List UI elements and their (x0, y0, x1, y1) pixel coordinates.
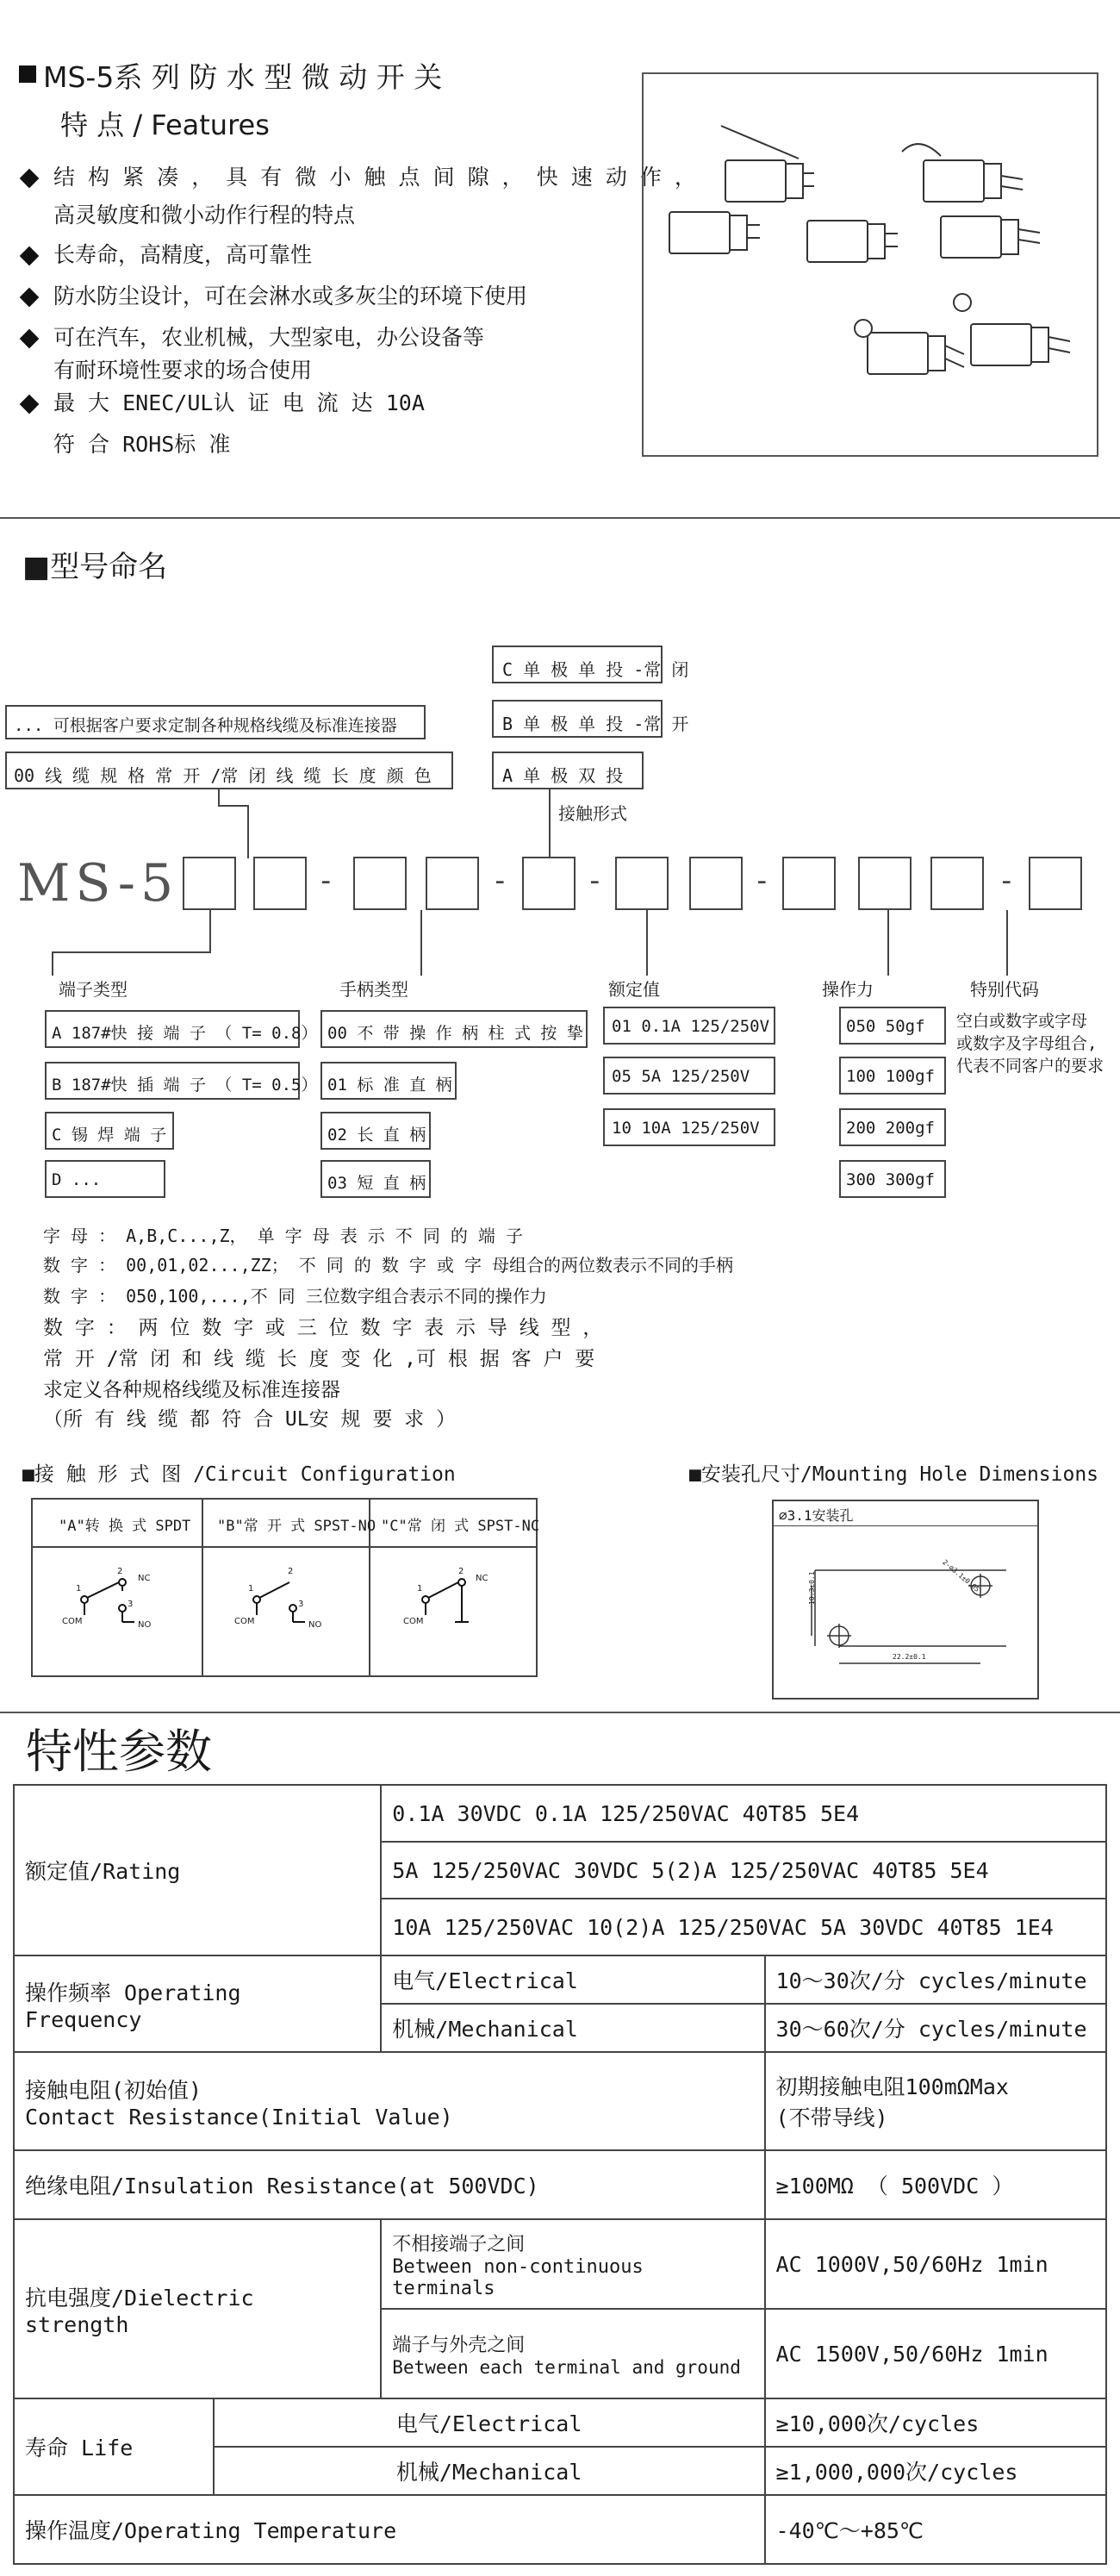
pin-1-a: 1 (76, 1584, 82, 1594)
legend-line-7: （所 有 线 缆 都 符 合 UL安 规 要 求 ） (43, 1408, 457, 1431)
rating-code-slot-2 (689, 857, 743, 910)
title-square-icon (19, 65, 36, 83)
temp-value: -40℃～+85℃ (765, 2495, 1106, 2564)
pin-com-b: COM (234, 1617, 255, 1626)
special-label: 特别代码 (970, 979, 1039, 1000)
legend-line-5: 常 开 /常 闭 和 线 缆 长 度 变 化 ,可 根 据 客 户 要 (43, 1348, 595, 1370)
legend-line-2: 数 字 ： 00,01,02...,ZZ； 不 同 的 数 字 或 字 母组合的两位数表示不同的手柄 (43, 1255, 734, 1276)
terminal-label: 端子类型 (59, 979, 128, 1000)
pin-1-b: 1 (248, 1584, 254, 1594)
circuit-table (31, 1498, 538, 1677)
life-elec-label: 电气/Electrical (214, 2398, 765, 2447)
pin-1-c: 1 (417, 1584, 423, 1594)
table-row (14, 2219, 1106, 2309)
feature-4-line-2: 有耐环境性要求的场合使用 (53, 358, 313, 383)
pin-3-b: 3 (298, 1600, 304, 1609)
table-row (14, 2052, 1106, 2150)
pin-com-c: COM (403, 1617, 424, 1626)
rating-label: 额定值/Rating (14, 1785, 381, 1955)
cable-note-box: ... 可根据客户要求定制各种规格线缆及标准连接器 (5, 705, 426, 739)
mounting-drawing (774, 1525, 1037, 1698)
pin-nc-a: NC (138, 1574, 151, 1583)
feature-1-line-2: 高灵敏度和微小动作行程的特点 (53, 203, 356, 228)
terminal-code-slot (183, 857, 236, 910)
contact-code-slot (522, 857, 576, 910)
contact-res-value (765, 2052, 1106, 2150)
diel-2-cn: 端子与外壳之间 (392, 2334, 526, 2356)
rating-value-1: 0.1A 30VDC 0.1A 125/250VAC 40T85 5E4 (381, 1785, 1106, 1842)
legend-line-3: 数 字 ： 050,100,...,不 同 三位数字组合表示不同的操作力 (43, 1286, 547, 1307)
divider (0, 1712, 1120, 1713)
pin-3-a: 3 (128, 1600, 134, 1609)
feature-5-line-2: 符 合 ROHS标 准 (53, 432, 231, 457)
diel-1-value: AC 1000V,50/60Hz 1min (765, 2219, 1106, 2309)
legend-line-4: 数 字 ： 两 位 数 字 或 三 位 数 字 表 示 导 线 型 ， (43, 1317, 603, 1339)
pin-no-a: NO (138, 1620, 152, 1630)
naming-heading: ■型号命名 (22, 550, 168, 584)
handle-code-slot-2 (426, 857, 479, 910)
contact-res-label (14, 2052, 765, 2150)
rating-code-slot-1 (615, 857, 669, 910)
special-desc-2: 或数字及字母组合, (956, 1034, 1098, 1053)
terminal-option-c: C 锡 焊 端 子 (45, 1112, 174, 1150)
handle-label: 手柄类型 (339, 979, 408, 1000)
force-option-200: 200 200gf (839, 1108, 946, 1146)
insulation-label: 绝缘电阻/Insulation Resistance(at 500VDC) (14, 2150, 765, 2219)
handle-option-02: 02 长 直 柄 (320, 1112, 431, 1150)
circuit-heading: ■接 触 形 式 图 /Circuit Configuration (22, 1463, 456, 1486)
diel-2-value: AC 1500V,50/60Hz 1min (765, 2309, 1106, 2398)
feature-1-line-1: 结 构 紧 凑 ， 具 有 微 小 触 点 间 隙 ， 快 速 动 作 ， (53, 165, 696, 190)
rating-value-3: 10A 125/250VAC 10(2)A 125/250VAC 5A 30VDC 40T85 1E4 (381, 1899, 1106, 1955)
handle-option-03: 03 短 直 柄 (320, 1160, 431, 1198)
feature-5-line-1: 最 大 ENEC/UL认 证 电 流 达 10A (53, 390, 425, 415)
handle-code-slot-1 (353, 857, 407, 910)
freq-elec-value: 10～30次/分 cycles/minute (765, 1955, 1106, 2004)
feature-2: 长寿命，高精度，高可靠性 (53, 242, 313, 267)
contact-res-value-1: 初期接触电阻100mΩMax (775, 2074, 1009, 2099)
legend-line-6: 求定义各种规格线缆及标准连接器 (43, 1379, 340, 1401)
terminal-option-b: B 187#快 插 端 子 （ T= 0.5） (45, 1062, 300, 1100)
rating-option-01: 01 0.1A 125/250V (603, 1007, 775, 1045)
special-desc-3: 代表不同客户的要求 (956, 1057, 1104, 1076)
temp-label: 操作温度/Operating Temperature (14, 2495, 765, 2564)
rating-option-05: 05 5A 125/250V (603, 1057, 775, 1095)
force-code-slot-1 (782, 857, 836, 910)
table-row (14, 2150, 1106, 2219)
rating-label: 额定值 (608, 979, 660, 1000)
life-mech-value: ≥1,000,000次/cycles (765, 2447, 1106, 2495)
insulation-value: ≥100MΩ （ 500VDC ） (765, 2150, 1106, 2219)
special-desc-1: 空白或数字或字母 (956, 1012, 1088, 1031)
bullet-icon (20, 395, 40, 415)
pin-2-b: 2 (288, 1567, 294, 1576)
product-image (642, 72, 1098, 457)
freq-mech-label: 机械/Mechanical (381, 2004, 764, 2052)
diel-2-en: Between each terminal and ground (392, 2356, 741, 2378)
force-option-300: 300 300gf (839, 1160, 946, 1198)
bullet-icon (20, 169, 40, 189)
feature-4-line-1: 可在汽车，农业机械，大型家电，办公设备等 (53, 325, 485, 350)
specs-heading: 特性参数 (26, 1725, 212, 1779)
product-title: MS-5系 列 防 水 型 微 动 开 关 (43, 60, 443, 94)
contact-res-label-cn: 接触电阻(初始值) (25, 2077, 202, 2103)
dielectric-label: 抗电强度/Dielectric strength (14, 2219, 381, 2398)
force-label: 操作力 (822, 979, 874, 1000)
contact-type-label: 接触形式 (558, 803, 627, 824)
diel-1-en: Between non-continuous terminals (392, 2255, 644, 2299)
life-mech-label: 机械/Mechanical (214, 2447, 765, 2495)
bullet-icon (20, 329, 40, 349)
special-code-slot (1029, 857, 1082, 910)
cable-spec-box: 00 线 缆 规 格 常 开 /常 闭 线 缆 长 度 颜 色 (5, 752, 453, 789)
legend-line-1: 字 母 ： A,B,C...,Z， 单 字 母 表 示 不 同 的 端 子 (43, 1226, 523, 1246)
contact-res-value-2: (不带导线) (775, 2105, 888, 2130)
mounting-dim-width: 22.2±0.1 (893, 1653, 926, 1661)
pin-com-a: COM (62, 1617, 83, 1626)
switch-illustration (644, 74, 1097, 455)
contact-option-c: C 单 极 单 投 -常 闭 (492, 646, 663, 683)
freq-elec-label: 电气/Electrical (381, 1955, 764, 2004)
force-code-slot-3 (930, 857, 984, 910)
cable-code-slot (253, 857, 307, 910)
contact-option-b: B 单 极 单 投 -常 开 (492, 700, 663, 738)
dielectric-terminals (381, 2219, 764, 2309)
bullet-icon (20, 246, 40, 266)
circuit-col-a: "A"转 换 式 SPDT (59, 1518, 191, 1535)
force-option-100: 100 100gf (839, 1057, 946, 1095)
model-prefix: MS-5 (17, 853, 179, 914)
mounting-hole-label: ∅3.1安装孔 (779, 1507, 854, 1524)
mounting-dim-hole: 2-∅3.1±0.05 (941, 1558, 981, 1594)
contact-res-label-en: Contact Resistance(Initial Value) (25, 2104, 453, 2130)
spec-table (13, 1784, 1107, 2565)
table-row (14, 1955, 1106, 2004)
pin-2-a: 2 (117, 1567, 123, 1576)
life-label: 寿命 Life (14, 2398, 214, 2495)
mounting-heading: ■安装孔尺寸/Mounting Hole Dimensions (689, 1463, 1099, 1486)
handle-option-00: 00 不 带 操 作 柄 柱 式 按 挚 (320, 1010, 588, 1048)
table-row (14, 1785, 1106, 1842)
freq-label: 操作频率 Operating Frequency (14, 1955, 381, 2052)
life-elec-value: ≥10,000次/cycles (765, 2398, 1106, 2447)
divider (0, 517, 1120, 519)
pin-no-b: NO (308, 1620, 322, 1630)
rating-value-2: 5A 125/250VAC 30VDC 5(2)A 125/250VAC 40T85 5E4 (381, 1842, 1106, 1899)
force-option-050: 050 50gf (839, 1007, 946, 1045)
table-row (14, 2398, 1106, 2447)
diel-1-cn: 不相接端子之间 (392, 2233, 526, 2255)
bullet-icon (20, 288, 40, 308)
terminal-option-a: A 187#快 接 端 子 （ T= 0.8） (45, 1010, 300, 1048)
mounting-dim-height: 10.3±0.1 (808, 1571, 816, 1605)
terminal-option-d: D ... (45, 1160, 165, 1198)
circuit-col-c: "C"常 闭 式 SPST-NC (381, 1518, 540, 1535)
mounting-diagram (772, 1500, 1039, 1700)
handle-option-01: 01 标 准 直 柄 (320, 1062, 457, 1100)
pin-nc-c: NC (476, 1574, 488, 1583)
table-row (14, 2495, 1106, 2564)
features-subtitle: 特 点 / Features (60, 109, 270, 141)
pin-2-c: 2 (458, 1567, 464, 1576)
contact-option-a: A 单 极 双 投 (492, 752, 644, 789)
rating-option-10: 10 10A 125/250V (603, 1108, 775, 1146)
feature-3: 防水防尘设计，可在会淋水或多灰尘的环境下使用 (53, 284, 528, 309)
freq-mech-value: 30～60次/分 cycles/minute (765, 2004, 1106, 2052)
force-code-slot-2 (858, 857, 912, 910)
circuit-col-b: "B"常 开 式 SPST-NO (217, 1518, 376, 1535)
dielectric-ground (381, 2309, 764, 2398)
